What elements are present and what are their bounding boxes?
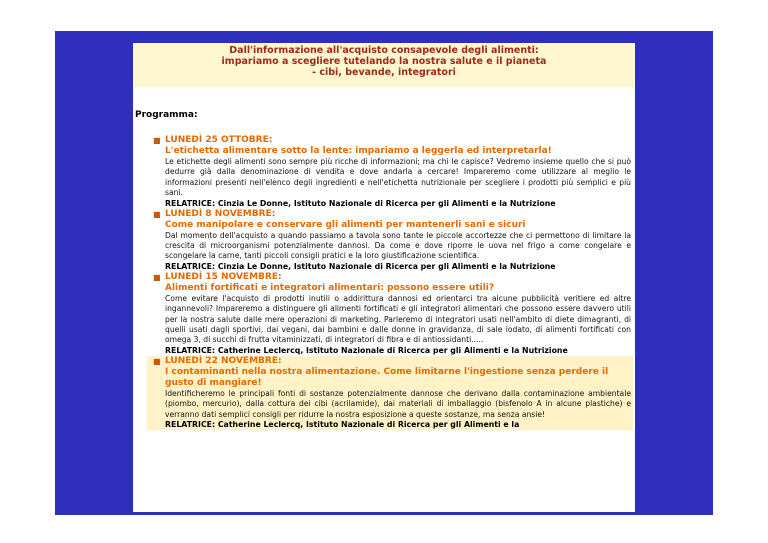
session-speaker: RELATRICE: Catherine Leclercq, Istituto Nazionale di Ricerca per gli Alimenti e la [165,420,520,430]
session-day: LUNEDÌ 22 NOVEMBRE: [165,355,282,366]
session-description: Identificheremo le principali fonti di sostanze potenzialmente dannose che derivano dalla contaminazione ambientale (piombo, mercurio), dalla cottura dei cibi (acrilamide), dai materiali di imballaggio (bisfenolo A in alcune plastiche) e verranno dati semplici consigli per ridurre la nostra esposizione a queste sostanze, ma senza ansie! [165,388,631,419]
session-item [147,209,633,272]
session-title: I contaminanti nella nostra alimentazione. Come limitarne l'ingestione senza perdere il gusto di mangiare! [165,366,609,388]
session-title: L'etichetta alimentare sotto la lente: impariamo a leggerla ed interpretarla! [165,146,552,156]
title-line-3: - cibi, bevande, integratori [312,67,456,79]
session-title: Come manipolare e conservare gli alimenti per mantenerli sani e sicuri [165,219,526,230]
session-day: LUNEDÌ 8 NOVEMBRE: [165,208,276,219]
document-page [133,43,635,512]
bullet-icon: ■ [153,209,161,219]
program-label: Programma: [135,110,198,120]
session-day: LUNEDÌ 25 OTTOBRE: [165,135,273,145]
title-line-2: impariamo a scegliere tutelando la nostra salute e il pianeta [221,56,547,68]
session-speaker: RELATRICE: Catherine Leclercq, Istituto Nazionale di Ricerca per gli Alimenti e la Nutrizione [165,345,568,355]
session-item [147,135,633,209]
session-item [147,272,633,356]
title-banner [133,43,635,87]
session-day: LUNEDÌ 15 NOVEMBRE: [165,271,282,282]
session-speaker: RELATRICE: Cinzia Le Donne, Istituto Nazionale di Ricerca per gli Alimenti e la Nutrizione [165,261,556,271]
title-line-1: Dall'informazione all'acquisto consapevole degli alimenti: [229,45,539,56]
bullet-icon: ■ [153,136,161,145]
session-list [147,135,633,430]
bullet-icon: ■ [153,356,161,366]
document-title [133,45,635,79]
session-description: Come evitare l'acquisto di prodotti inutili o addirittura dannosi ed orientarci tra alcune pubblicità veritiere ed altre ingannevoli? Impareremo a distinguere gli alimenti fortificati e gli integratori alimentari che possono essere davvero utili per la nostra salute dalle mere operazioni di marketing. Parleremo di integratori usati nell'ambito di diete dimagranti, di quelli usati dagli sportivi, dai vegani, dai bambini e dalle donne in gravidanza, di sale iodato, di alimenti fortificati con omega 3, di succhi di frutta vitaminizzati, di integratori di fibra e di antiossidanti..... [165,293,631,345]
session-description: Le etichette degli alimenti sono sempre più ricche di informazioni; ma chi le capisce? Vedremo insieme quello che si può dedurre già dalla denominazione di vendita e dove andarla a cercare! Impareremo come utilizzare al meglio le informazioni presenti nell'elenco degli ingredienti e nell'etichetta nutrizionale per scegliere i prodotti più semplici e più sani. [165,157,631,198]
session-title: Alimenti fortificati e integratori alimentari: possono essere utili? [165,282,495,293]
session-item-highlighted [147,356,633,430]
session-speaker: RELATRICE: Cinzia Le Donne, Istituto Nazionale di Ricerca per gli Alimenti e la Nutrizione [165,198,556,208]
session-description: Dal momento dell'acquisto a quando passiamo a tavola sono tante le piccole accortezze che ci permettono di limitare la crescita di microorganismi potenzialmente dannosi. Da come e dove riporre le uova nel frigo a come congelare e scongelare la carne, tanti piccoli consigli pratici e la loro giustificazione scientifica. [165,230,631,261]
bullet-icon: ■ [153,272,161,282]
